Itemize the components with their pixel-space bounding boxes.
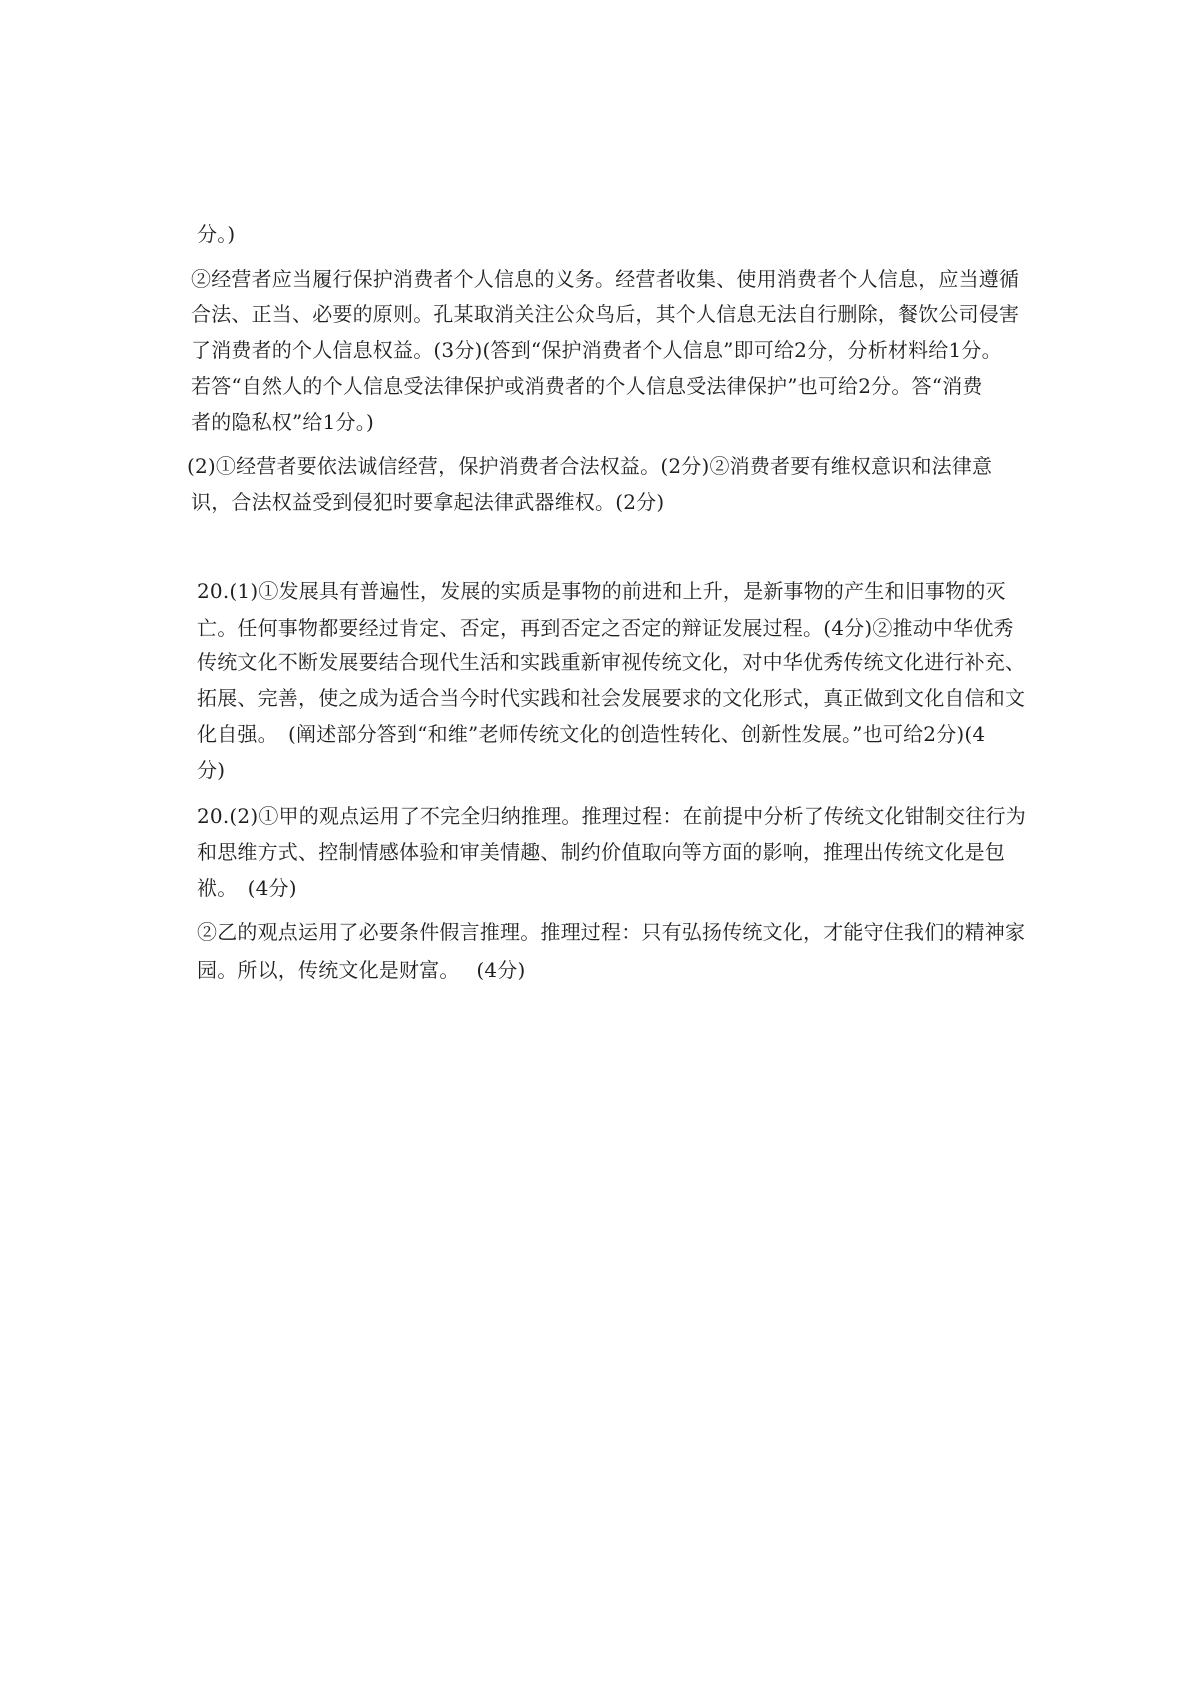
text-line: 亡。任何事物都要经过肯定、否定，再到否定之否定的辩证发展过程。(4分)②推动中华优秀 [197,616,1014,640]
text-line: 合法、正当、必要的原则。孔某取消关注公众鸟后，其个人信息无法自行删除，餐饮公司侵害 [191,302,1020,326]
text-line: 识，合法权益受到侵犯时要拿起法律武器维权。(2分) [191,490,665,514]
text-line: 20.(2)①甲的观点运用了不完全归纳推理。推理过程：在前提中分析了传统文化钳制交往行为 [197,804,1026,828]
text-line: 传统文化不断发展要结合现代生活和实践重新审视传统文化，对中华优秀传统文化进行补充、 [197,650,1026,674]
text-line: 20.(1)①发展具有普遍性，发展的实质是事物的前进和上升，是新事物的产生和旧事物的灭 [197,579,1006,603]
text-line: ②乙的观点运用了必要条件假言推理。推理过程：只有弘扬传统文化，才能守住我们的精神家 [197,920,1026,944]
text-line: (2)①经营者要依法诚信经营，保护消费者合法权益。(2分)②消费者要有维权意识和法律意 [187,454,993,478]
text-line: 若答“自然人的个人信息受法律保护或消费者的个人信息受法律保护”也可给2分。答“消费 [191,374,983,398]
text-line: 园。所以，传统文化是财富。 (4分) [197,958,526,982]
text-line: 分。) [197,222,236,246]
text-line: 和思维方式、控制情感体验和审美情趣、制约价值取向等方面的影响，推理出传统文化是包 [197,840,1005,864]
text-line: 化自强。 (阐述部分答到“和维”老师传统文化的创造性转化、创新性发展。”也可给2分)(4 [197,722,986,746]
text-line: 袱。 (4分) [197,876,297,900]
text-line: 分) [197,758,226,782]
text-line: 了消费者的个人信息权益。(3分)(答到“保护消费者个人信息”即可给2分，分析材料给1分。 [191,338,1002,362]
text-line: 者的隐私权”给1分。) [191,410,374,434]
text-line: ②经营者应当履行保护消费者个人信息的义务。经营者收集、使用消费者个人信息，应当遵循 [191,267,1020,291]
text-line: 拓展、完善，使之成为适合当今时代实践和社会发展要求的文化形式，真正做到文化自信和文 [197,686,1026,710]
